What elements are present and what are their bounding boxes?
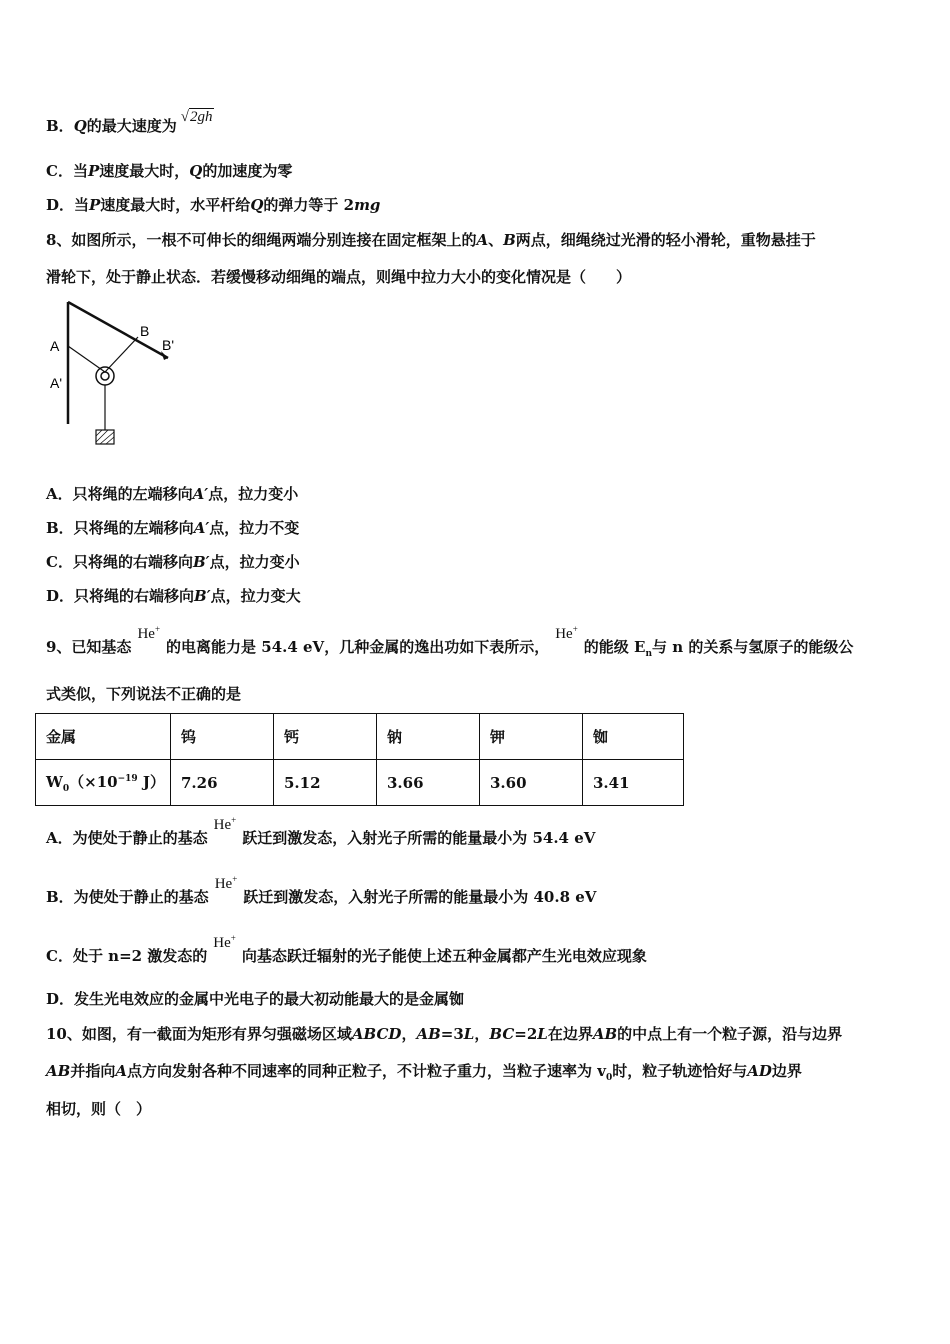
var-q: Q (189, 162, 203, 180)
q7-option-c[interactable] (46, 161, 292, 181)
stem-text: 点方向发射各种不同速率的同种正粒子，不计粒子重力，当粒子速率为 v (126, 1062, 606, 1080)
work-function-table (35, 713, 684, 806)
option-label: D．当 (46, 196, 90, 214)
stem-text: 的电离能力是 54.4 eV，几种金属的逸出功如下表所示， (166, 638, 550, 656)
separator: ， (474, 1025, 490, 1043)
var-p: P (89, 196, 101, 214)
table-cell: 3.41 (583, 760, 684, 806)
option-text: 速度最大时，水平杆给 (100, 196, 251, 214)
table-row (36, 760, 684, 806)
q10-stem-line-2 (46, 1061, 802, 1088)
table-cell: 钾 (480, 714, 583, 760)
var-q: Q (73, 117, 87, 135)
option-text: A．为使处于静止的基态 (46, 829, 208, 847)
stem-text: 的能级 E (583, 638, 646, 656)
table-cell: 3.60 (480, 760, 583, 806)
stem-text: 10、如图，有一截面为矩形有界匀强磁场区域 (46, 1025, 352, 1043)
option-text: C．只将绳的右端移向 (46, 553, 193, 571)
point-label: B′ (194, 587, 211, 605)
stem-text: 在边界 (547, 1025, 593, 1043)
table-cell: 7.26 (171, 760, 274, 806)
q8-stem-line-1 (46, 230, 816, 250)
q9-stem-line-2: 式类似，下列说法不正确的是 (46, 685, 242, 703)
stem-text: 的中点上有一个粒子源，沿与边界 (617, 1025, 843, 1043)
q9-option-b[interactable] (46, 874, 597, 908)
table-header-row (36, 714, 684, 760)
var-l: L (463, 1025, 475, 1043)
point-label: A′ (192, 485, 209, 503)
point-label: A′ (193, 519, 210, 537)
q8-option-b[interactable] (46, 518, 299, 538)
var-p: P (87, 162, 100, 180)
stem-text: 9、已知基态 (46, 638, 132, 656)
q8-option-d[interactable] (46, 586, 301, 606)
equation: =2 (514, 1025, 538, 1043)
pulley-wheel (96, 367, 114, 385)
q8-option-c[interactable] (46, 552, 300, 572)
helium-symbol: He (555, 626, 573, 642)
table-row-label (36, 760, 171, 806)
subscript-n: n (645, 649, 652, 659)
option-text: 跃迁到激发态，入射光子所需的能量最小为 54.4 eV (242, 829, 596, 847)
option-label: C．当 (46, 162, 88, 180)
segment-ab: AB (592, 1025, 618, 1043)
separator: ， (401, 1025, 417, 1043)
unit-text: （×10 (69, 773, 118, 791)
segment-bc: BC (489, 1025, 515, 1043)
segment-ab: AB (46, 1062, 71, 1080)
var-q: Q (250, 196, 264, 214)
sqrt-radicand: 2gh (190, 109, 213, 125)
option-text: 点，拉力不变 (209, 519, 300, 537)
option-text: B．只将绳的左端移向 (46, 519, 194, 537)
point-b: B (503, 231, 516, 249)
q10-stem-line-1 (46, 1024, 842, 1044)
weight-block (96, 430, 114, 444)
point-a: A (115, 1062, 127, 1080)
option-text: 的最大速度为 (86, 117, 177, 135)
q9-stem-line-1 (46, 624, 854, 664)
q10-stem-line-3: 相切，则（ ） (46, 1100, 152, 1118)
stem-text: 并指向 (70, 1062, 116, 1080)
point-label: B′ (192, 553, 210, 571)
unit-text: J） (137, 773, 165, 791)
helium-ion (213, 935, 236, 951)
rope-right (105, 337, 138, 372)
stem-text: 8、如图所示，一根不可伸长的细绳两端分别连接在固定框架上的 (46, 231, 477, 249)
table-cell: 5.12 (274, 760, 377, 806)
ion-charge: + (232, 874, 238, 884)
helium-symbol: He (214, 876, 233, 892)
subscript-zero: 0 (62, 784, 70, 794)
stem-text: 边界 (771, 1062, 802, 1080)
option-text: 速度最大时， (99, 162, 190, 180)
var-l: L (537, 1025, 548, 1043)
label-b-prime: B' (162, 337, 175, 353)
option-text: 向基态跃迁辐射的光子能使上述五种金属都产生光电效应现象 (241, 947, 647, 965)
pulley-axle (101, 372, 109, 380)
option-text: 跃迁到激发态，入射光子所需的能量最小为 40.8 eV (243, 888, 597, 906)
helium-ion (215, 876, 238, 892)
ion-charge: + (572, 624, 578, 634)
sqrt-expression: √2gh (180, 109, 213, 125)
q9-option-d[interactable]: D．发生光电效应的金属中光电子的最大初动能最大的是金属铷 (46, 990, 465, 1008)
helium-symbol: He (137, 626, 155, 642)
label-a: A (50, 338, 60, 354)
segment-ad: AD (747, 1062, 772, 1080)
ion-charge: + (154, 624, 161, 634)
w-symbol: W (46, 773, 63, 791)
helium-symbol: He (213, 817, 232, 833)
label-a-prime: A' (50, 375, 63, 391)
table-cell: 金属 (36, 714, 171, 760)
exponent: −19 (117, 774, 138, 784)
option-text: 的加速度为零 (202, 162, 293, 180)
option-text: A．只将绳的左端移向 (46, 485, 193, 503)
option-text: 点，拉力变大 (210, 587, 301, 605)
table-cell: 钙 (274, 714, 377, 760)
separator: 、 (488, 231, 504, 249)
option-text: B．为使处于静止的基态 (46, 888, 209, 906)
equation: =3 (440, 1025, 464, 1043)
stem-text: 时，粒子轨迹恰好与 (612, 1062, 748, 1080)
ion-charge: + (230, 933, 236, 943)
segment-ab: AB (416, 1025, 441, 1043)
region-abcd: ABCD (351, 1025, 402, 1043)
option-text: C．处于 n=2 激发态的 (46, 947, 208, 965)
table-cell: 钨 (171, 714, 274, 760)
option-label: B． (46, 117, 74, 135)
helium-ion (214, 817, 237, 833)
helium-symbol: He (213, 935, 231, 951)
q8-option-a[interactable] (46, 484, 298, 504)
pulley-figure (48, 296, 188, 451)
q7-option-b[interactable] (46, 109, 214, 137)
table-cell: 3.66 (377, 760, 480, 806)
frame-diagonal (68, 302, 168, 358)
label-b: B (140, 323, 150, 339)
stem-text: 与 n 的关系与氢原子的能级公 (651, 638, 854, 656)
subscript-zero: 0 (605, 1073, 613, 1083)
q7-option-d[interactable] (46, 195, 380, 215)
option-text: 点，拉力变小 (209, 553, 300, 571)
q9-option-a[interactable] (46, 815, 596, 849)
option-text: 的弹力等于 2 (263, 196, 355, 214)
q9-option-c[interactable] (46, 933, 647, 967)
point-a: A (476, 231, 489, 249)
ion-charge: + (231, 815, 237, 825)
helium-ion (137, 626, 160, 642)
table-cell: 铷 (583, 714, 684, 760)
table-cell: 钠 (377, 714, 480, 760)
var-mg: mg (354, 196, 381, 214)
q8-stem-line-2: 滑轮下，处于静止状态．若缓慢移动细绳的端点，则绳中拉力大小的变化情况是（ ） (46, 268, 632, 286)
option-text: 点，拉力变小 (208, 485, 299, 503)
stem-text: 两点，细绳绕过光滑的轻小滑轮，重物悬挂于 (515, 231, 816, 249)
option-text: D．只将绳的右端移向 (46, 587, 195, 605)
helium-ion (555, 626, 578, 642)
